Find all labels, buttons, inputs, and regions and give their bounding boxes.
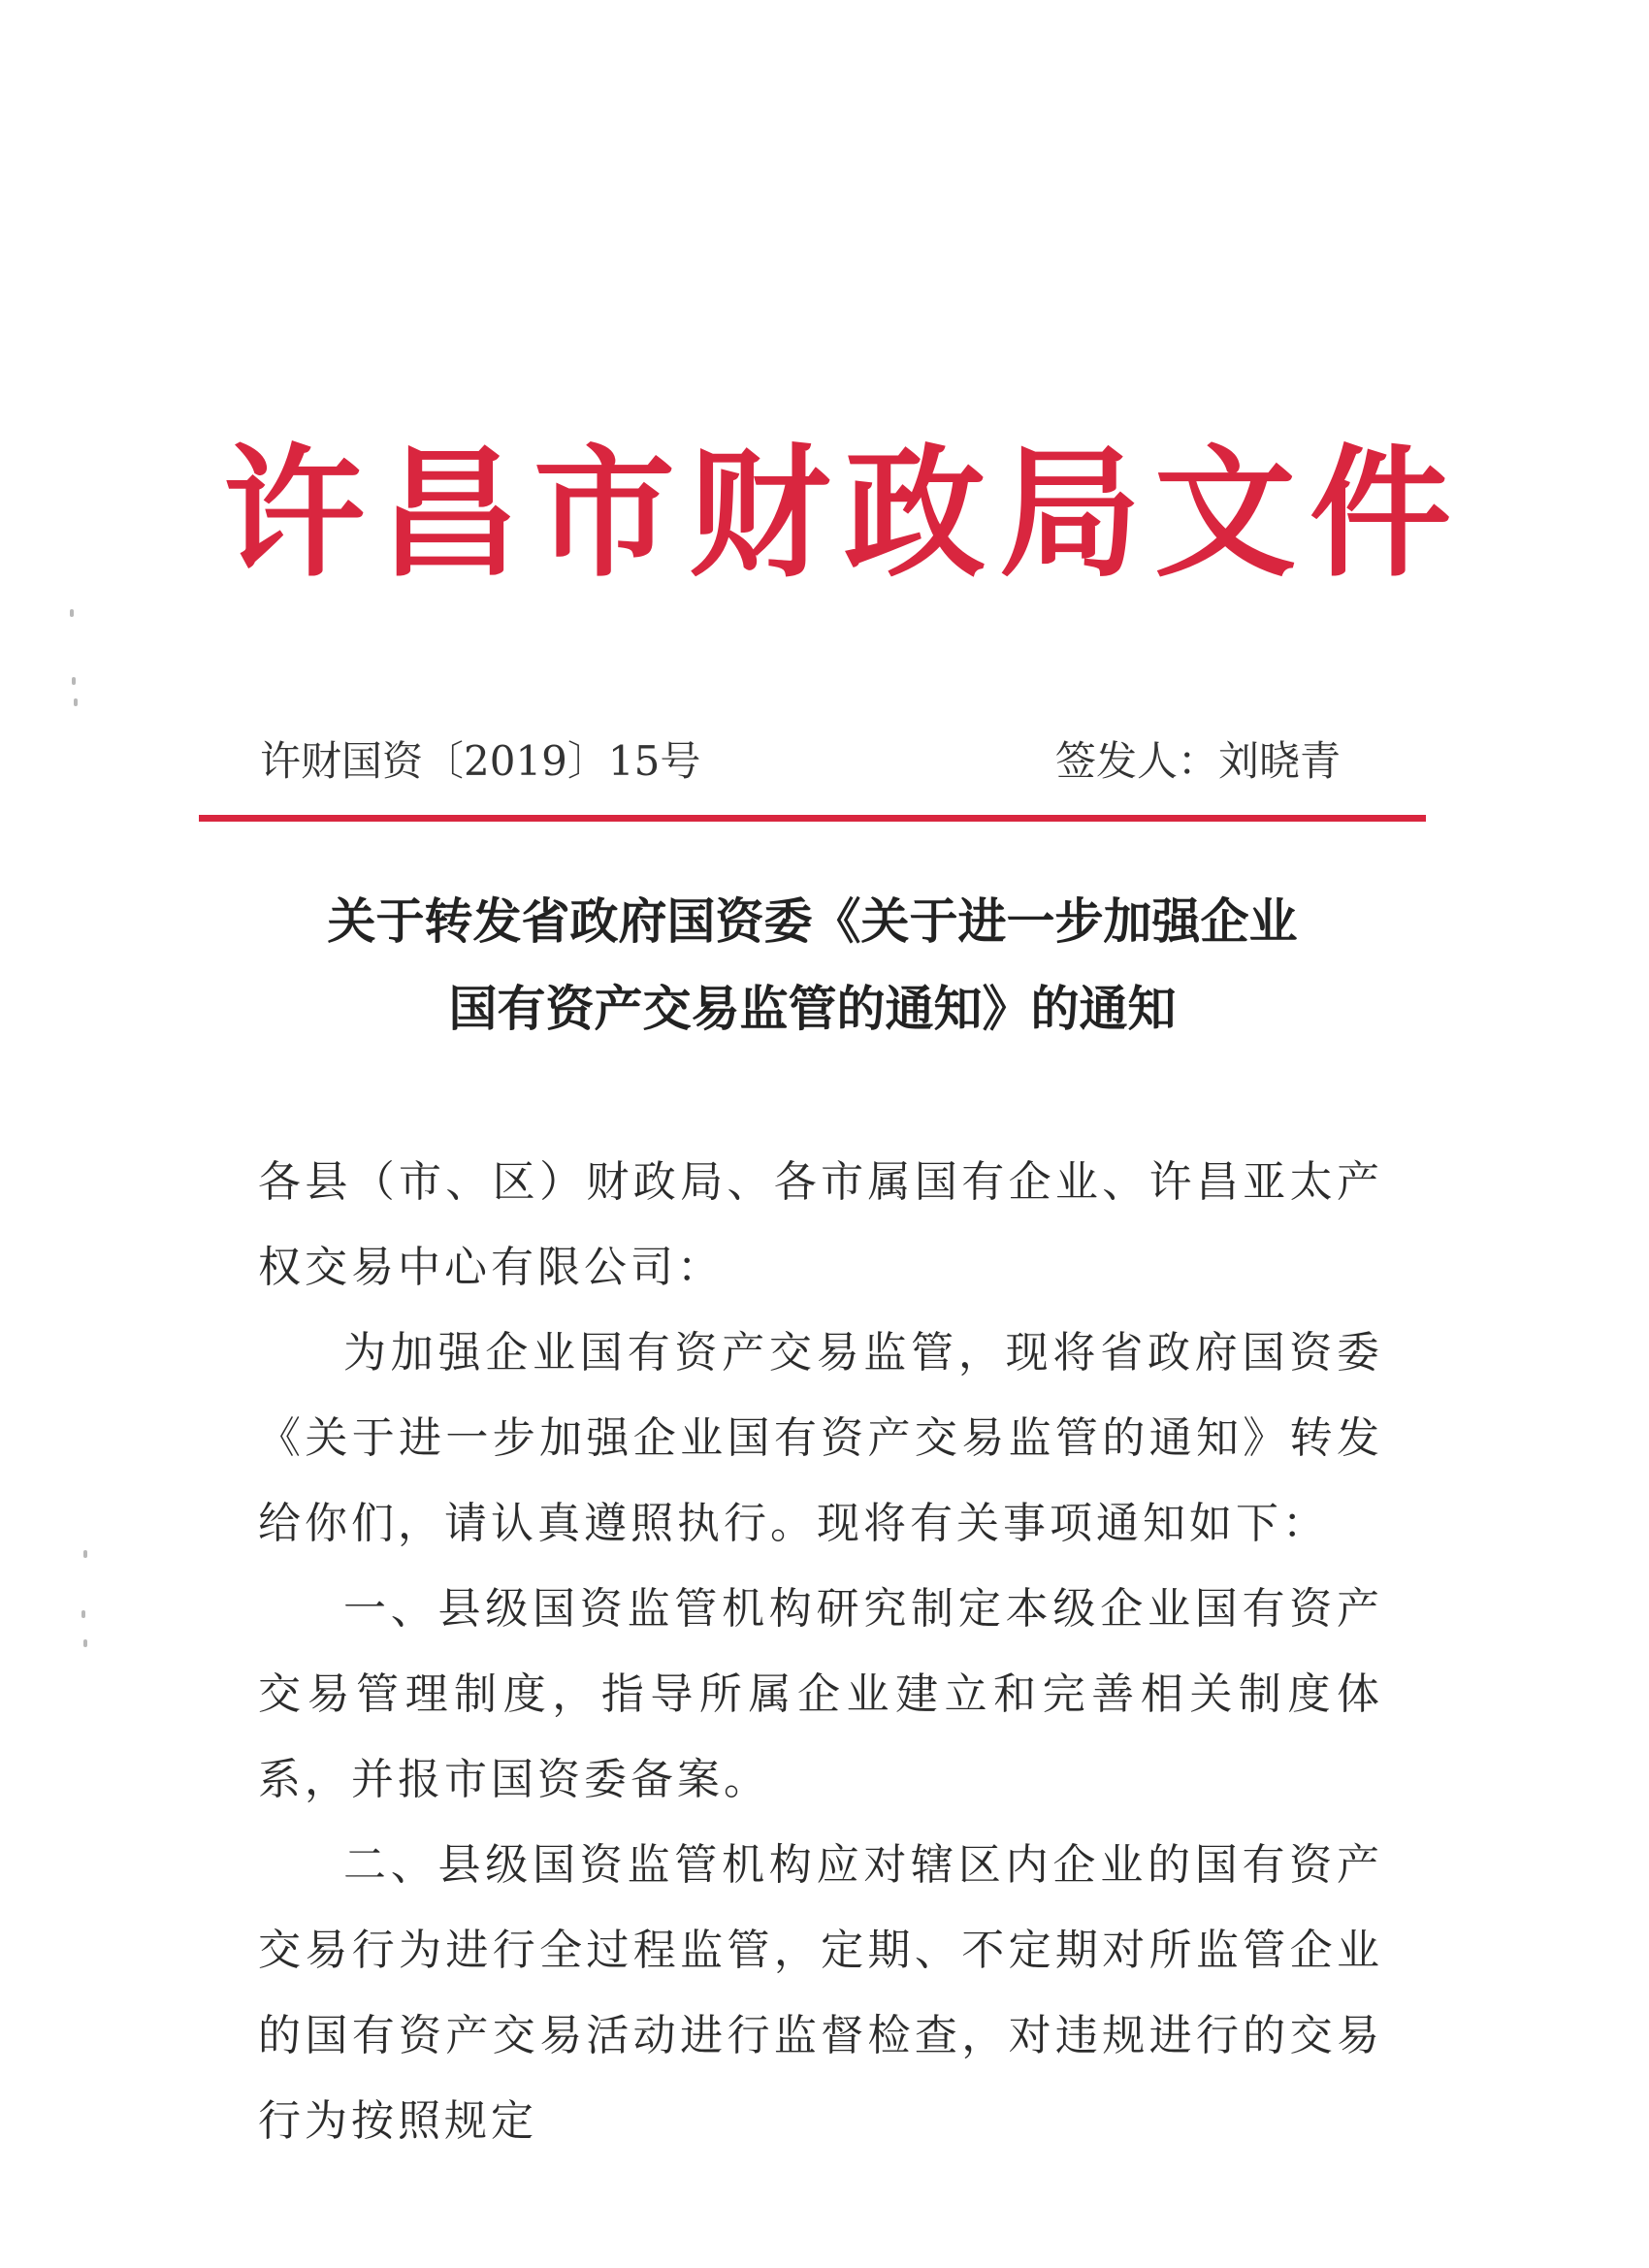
scan-speck (72, 677, 76, 685)
document-number: 许财国资〔2019〕15号 (260, 737, 701, 785)
red-divider-line (199, 815, 1426, 822)
title-line-1: 关于转发省政府国资委《关于进一步加强企业 (327, 893, 1298, 950)
addressee: 各县（市、区）财政局、各市属国有企业、许昌亚太产权交易中心有限公司： (258, 1157, 1383, 1292)
scan-speck (81, 1610, 85, 1618)
scan-speck (83, 1550, 87, 1558)
document-title (199, 878, 1426, 1053)
signer: 签发人：刘晓青 (1054, 737, 1341, 785)
scan-speck (83, 1639, 87, 1647)
body-paragraph-item-1: 一、县级国资监管机构研究制定本级企业国有资产交易管理制度，指导所属企业建立和完善相关制度体系，并报市国资委备案。 (258, 1584, 1383, 1804)
scan-speck (70, 609, 74, 617)
masthead-title: 许昌市财政局文件 (223, 432, 1465, 597)
body-paragraph-intro: 为加强企业国有资产交易监管，现将省政府国资委《关于进一步加强企业国有资产交易监管的通知》转发给你们，请认真遵照执行。现将有关事项通知如下： (258, 1328, 1383, 1548)
body-paragraph-item-2: 二、县级国资监管机构应对辖区内企业的国有资产交易行为进行全过程监管，定期、不定期对所监管企业的国有资产交易活动进行监督检查，对违规进行的交易行为按照规定 (258, 1840, 1383, 2146)
scan-speck (74, 698, 78, 706)
document-body (258, 1140, 1383, 2164)
title-line-2: 国有资产交易监管的通知》的通知 (448, 981, 1177, 1037)
